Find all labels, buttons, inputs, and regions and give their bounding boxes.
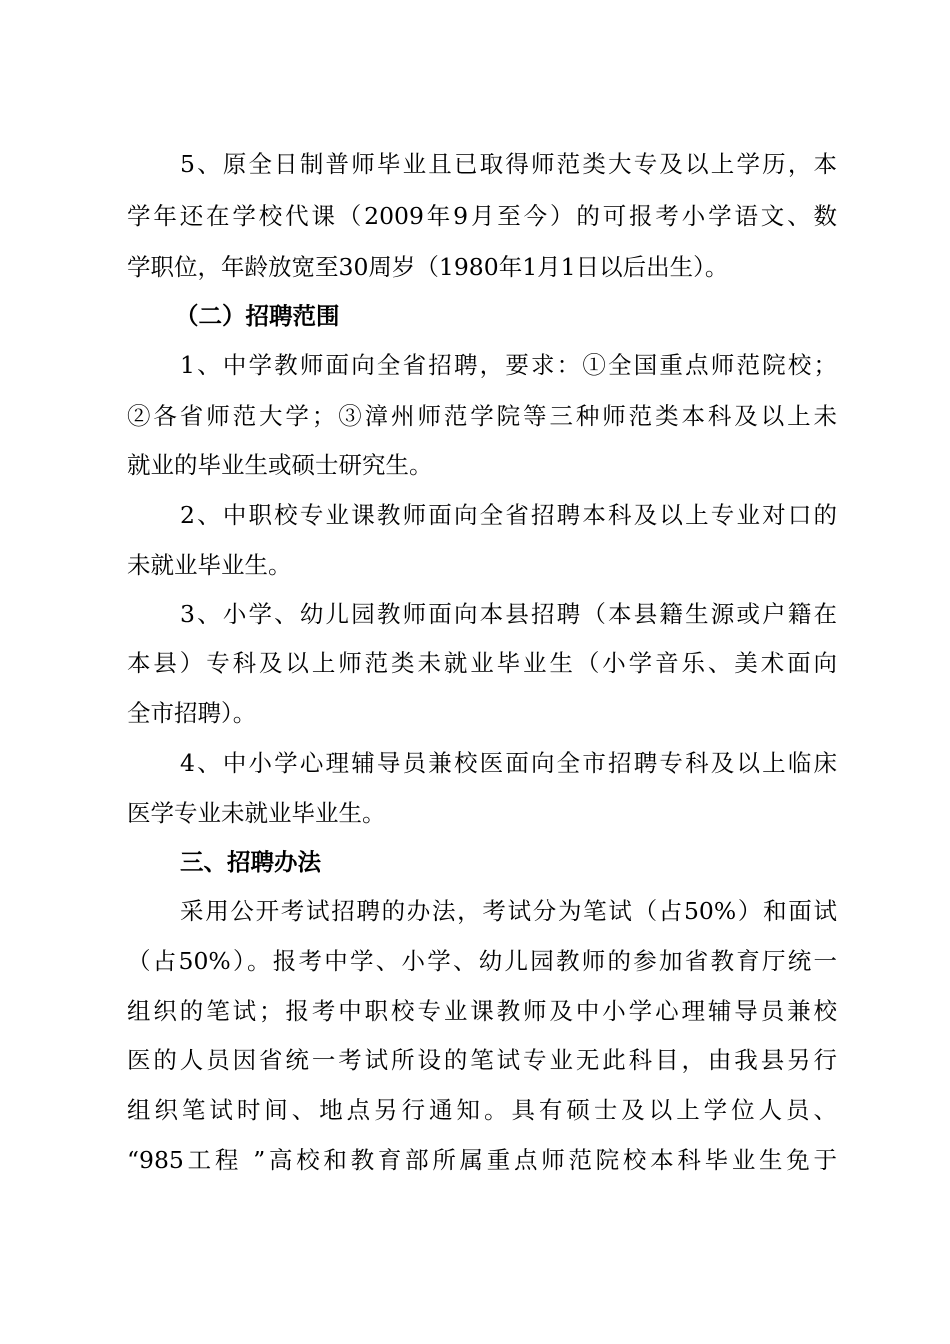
scope-4-line-1: 4、中小学心理辅导员兼校医面向全市招聘专科及以上临床 xyxy=(180,749,837,777)
method-line-6: “985工程 ”高校和教育部所属重点师范院校本科毕业生免于 xyxy=(127,1146,837,1174)
scope-3-line-2: 本县）专科及以上师范类未就业毕业生（小学音乐、美术面向 xyxy=(127,649,837,677)
method-line-5: 组织笔试时间、地点另行通知。具有硕士及以上学位人员、 xyxy=(127,1096,837,1124)
scope-1-line-2: ②各省师范大学；③漳州师范学院等三种师范类本科及以上未 xyxy=(127,402,837,430)
method-line-1: 采用公开考试招聘的办法，考试分为笔试（占50%）和面试 xyxy=(180,897,837,925)
method-line-2: （占50%）。报考中学、小学、幼儿园教师的参加省教育厅统一 xyxy=(127,947,837,975)
paragraph-5-line-2: 学年还在学校代课（2009年9月至今）的可报考小学语文、数 xyxy=(127,202,837,230)
section-heading-recruitment-scope: （二）招聘范围 xyxy=(175,302,340,330)
paragraph-5-line-3: 学职位，年龄放宽至30周岁（1980年1月1日以后出生）。 xyxy=(127,253,729,281)
scope-3-line-3: 全市招聘）。 xyxy=(127,699,257,727)
scope-4-line-2: 医学专业未就业毕业生。 xyxy=(127,799,386,827)
method-line-3: 组织的笔试；报考中职校专业课教师及中小学心理辅导员兼校 xyxy=(127,997,837,1025)
scope-1-line-1: 1、中学教师面向全省招聘，要求：①全国重点师范院校； xyxy=(180,351,837,379)
section-heading-recruitment-method: 三、招聘办法 xyxy=(180,848,321,876)
scope-3-line-1: 3、小学、幼儿园教师面向本县招聘（本县籍生源或户籍在 xyxy=(180,600,837,628)
scope-2-line-2: 未就业毕业生。 xyxy=(127,551,292,579)
scope-1-line-3: 就业的毕业生或硕士研究生。 xyxy=(127,451,433,479)
paragraph-5-line-1: 5、原全日制普师毕业且已取得师范类大专及以上学历，本 xyxy=(180,150,837,178)
method-line-4: 医的人员因省统一考试所设的笔试专业无此科目，由我县另行 xyxy=(127,1046,837,1074)
scope-2-line-1: 2、中职校专业课教师面向全省招聘本科及以上专业对口的 xyxy=(180,501,837,529)
